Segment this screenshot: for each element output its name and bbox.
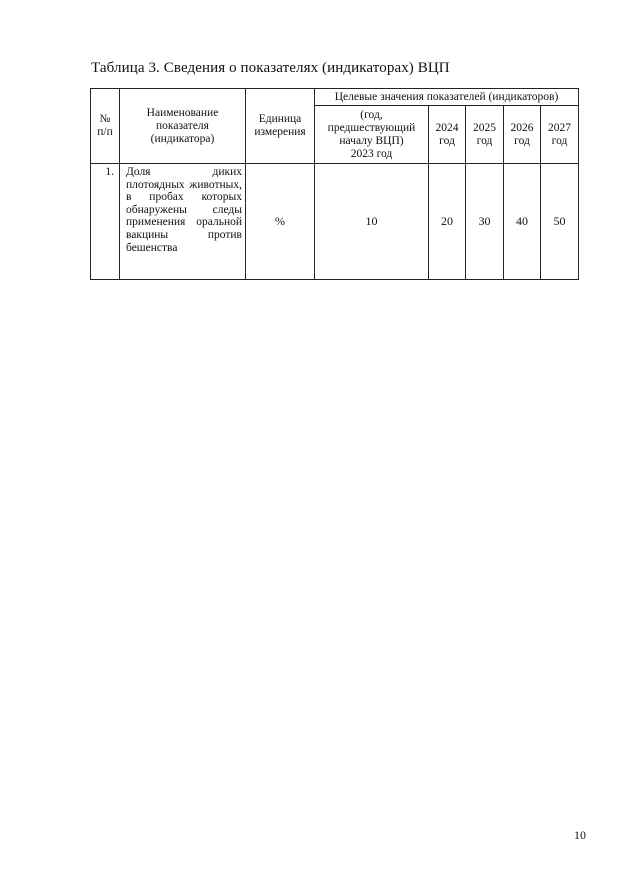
- header-indicator-name: Наименование показателя (индикатора): [120, 89, 246, 164]
- row-indicator-name: Доля диких плотоядных животных, в пробах которых обнаружены следы применения оральной вакцины против бешенства: [120, 164, 246, 280]
- row-unit: %: [246, 164, 315, 280]
- header-year-2026: 2026 год: [504, 106, 541, 164]
- row-value-2027: 50: [541, 164, 579, 280]
- row-number: 1.: [91, 164, 120, 280]
- page-number: 10: [574, 828, 586, 842]
- header-target-values: Целевые значения показателей (индикаторов): [315, 89, 579, 106]
- row-value-2025: 30: [466, 164, 504, 280]
- header-year-2027: 2027 год: [541, 106, 579, 164]
- header-year-2025: 2025 год: [466, 106, 504, 164]
- indicators-table: [90, 88, 579, 280]
- header-unit: Единица измерения: [246, 89, 315, 164]
- row-value-2026: 40: [504, 164, 541, 280]
- header-year-2024: 2024 год: [429, 106, 466, 164]
- row-value-2024: 20: [429, 164, 466, 280]
- table-caption: Таблица 3. Сведения о показателях (индикаторах) ВЦП: [91, 60, 450, 76]
- header-row-1: [91, 89, 579, 106]
- table-row: [91, 164, 579, 280]
- row-base-value: 10: [315, 164, 429, 280]
- header-number: № п/п: [91, 89, 120, 164]
- header-base-year: (год, предшествующий началу ВЦП) 2023 год: [315, 106, 429, 164]
